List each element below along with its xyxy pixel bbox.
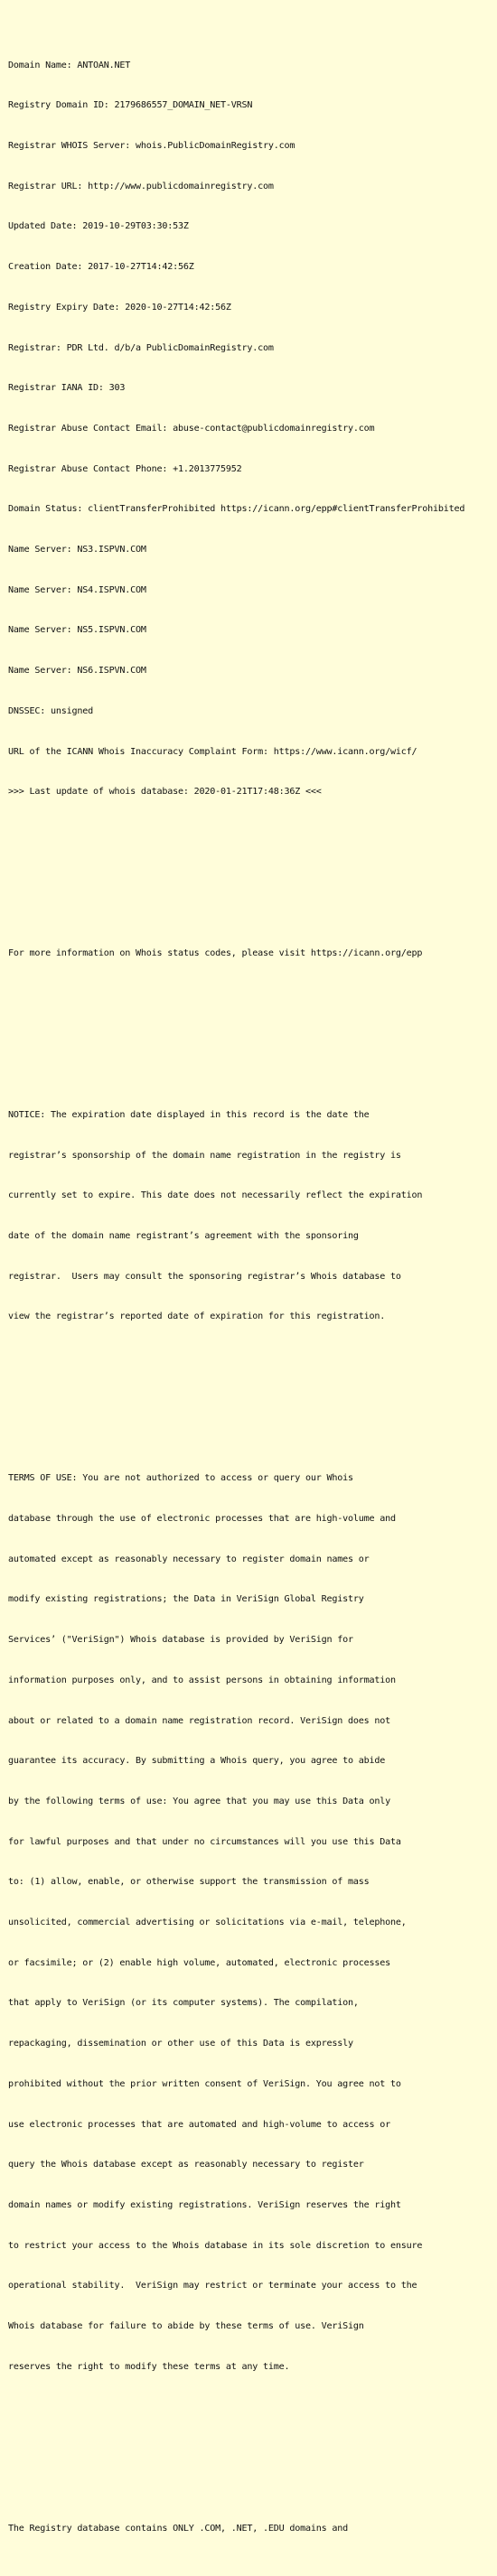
- notice-line: view the registrar’s reported date of expiration for this registration.: [8, 1311, 386, 1322]
- registrar-line: Registrar: PDR Ltd. d/b/a PublicDomainRegistry.com: [8, 342, 274, 353]
- terms-line: that apply to VeriSign (or its computer systems). The compilation,: [8, 1998, 359, 2009]
- spacer: [8, 1029, 494, 1042]
- terms-line: unsolicited, commercial advertising or solicitations via e-mail, telephone,: [8, 1918, 407, 1928]
- terms-line: Whois database for failure to abide by these terms of use. VeriSign: [8, 2321, 364, 2332]
- registry-expiry-date-line: Registry Expiry Date: 2020-10-27T14:42:56Z: [8, 302, 231, 313]
- registry-domain-id-line: Registry Domain ID: 2179686557_DOMAIN_NET-VRSN: [8, 100, 253, 111]
- terms-line: to: (1) allow, enable, or otherwise support the transmission of mass: [8, 1877, 370, 1888]
- abuse-contact-email-line: Registrar Abuse Contact Email: abuse-contact@publicdomainregistry.com: [8, 423, 375, 434]
- spacer: [8, 1392, 494, 1405]
- terms-line: Services’ ("VeriSign") Whois database is provided by VeriSign for: [8, 1635, 353, 1646]
- last-update-line: >>> Last update of whois database: 2020-01-21T17:48:36Z <<<: [8, 787, 322, 798]
- terms-line: to restrict your access to the Whois database in its sole discretion to ensure: [8, 2240, 423, 2251]
- spacer: [8, 2441, 494, 2455]
- terms-of-use-section: [8, 1446, 494, 2402]
- notice-line: date of the domain name registrant’s agreement with the sponsoring: [8, 1231, 359, 1242]
- icann-complaint-url-line: URL of the ICANN Whois Inaccuracy Complaint Form: https://www.icann.org/wicf/: [8, 746, 417, 757]
- whois-output: [8, 5, 494, 2576]
- name-server-line: Name Server: NS4.ISPVN.COM: [8, 584, 146, 595]
- notice-line: NOTICE: The expiration date displayed in this record is the date the: [8, 1109, 370, 1120]
- updated-date-line: Updated Date: 2019-10-29T03:30:53Z: [8, 221, 189, 232]
- name-server-line: Name Server: NS3.ISPVN.COM: [8, 545, 146, 555]
- status-info-section: [8, 920, 494, 988]
- terms-line: use electronic processes that are automated and high-volume to access or: [8, 2119, 390, 2130]
- terms-line: for lawful purposes and that under no circumstances will you use this Data: [8, 1836, 401, 1847]
- registry-note-line: The Registry database contains ONLY .COM, .NET, .EDU domains and: [8, 2523, 348, 2534]
- terms-line: operational stability. VeriSign may restrict or terminate your access to the: [8, 2281, 417, 2291]
- registrar-iana-id-line: Registrar IANA ID: 303: [8, 383, 126, 394]
- domain-name-line: Domain Name: ANTOAN.NET: [8, 60, 131, 70]
- terms-line: database through the use of electronic processes that are high-volume and: [8, 1514, 396, 1525]
- notice-line: registrar. Users may consult the sponsoring registrar’s Whois database to: [8, 1271, 401, 1282]
- terms-line: modify existing registrations; the Data in VeriSign Global Registry: [8, 1594, 364, 1605]
- whois-record-section: [8, 33, 494, 826]
- terms-line: by the following terms of use: You agree that you may use this Data only: [8, 1796, 390, 1806]
- terms-line: information purposes only, and to assist persons in obtaining information: [8, 1675, 396, 1685]
- notice-line: registrar’s sponsorship of the domain name registration in the registry is: [8, 1150, 401, 1161]
- terms-line: TERMS OF USE: You are not authorized to access or query our Whois: [8, 1473, 353, 1484]
- notice-line: currently set to expire. This date does not necessarily reflect the expiration: [8, 1190, 423, 1201]
- status-info-line: For more information on Whois status codes, please visit https://icann.org/epp: [8, 948, 423, 959]
- registry-note-section: [8, 2496, 494, 2563]
- registrar-url-line: Registrar URL: http://www.publicdomainregistry.com: [8, 181, 274, 191]
- dnssec-line: DNSSEC: unsigned: [8, 705, 93, 716]
- abuse-contact-phone-line: Registrar Abuse Contact Phone: +1.2013775952: [8, 463, 242, 474]
- name-server-line: Name Server: NS5.ISPVN.COM: [8, 625, 146, 636]
- terms-line: guarantee its accuracy. By submitting a Whois query, you agree to abide: [8, 1756, 386, 1767]
- name-server-line: Name Server: NS6.ISPVN.COM: [8, 666, 146, 677]
- notice-section: [8, 1082, 494, 1351]
- terms-line: or facsimile; or (2) enable high volume, automated, electronic processes: [8, 1957, 390, 1968]
- creation-date-line: Creation Date: 2017-10-27T14:42:56Z: [8, 262, 194, 273]
- terms-line: repackaging, dissemination or other use of this Data is expressly: [8, 2039, 353, 2049]
- domain-status-line: Domain Status: clientTransferProhibited https://icann.org/epp#clientTransferProhibited: [8, 504, 465, 515]
- terms-line: prohibited without the prior written consent of VeriSign. You agree not to: [8, 2078, 401, 2089]
- spacer: [8, 867, 494, 881]
- terms-line: domain names or modify existing registrations. VeriSign reserves the right: [8, 2199, 401, 2210]
- terms-line: automated except as reasonably necessary to register domain names or: [8, 1554, 370, 1564]
- terms-line: reserves the right to modify these terms at any time.: [8, 2361, 290, 2372]
- terms-line: query the Whois database except as reasonably necessary to register: [8, 2160, 364, 2170]
- registrar-whois-server-line: Registrar WHOIS Server: whois.PublicDomainRegistry.com: [8, 141, 295, 152]
- terms-line: about or related to a domain name registration record. VeriSign does not: [8, 1715, 390, 1726]
